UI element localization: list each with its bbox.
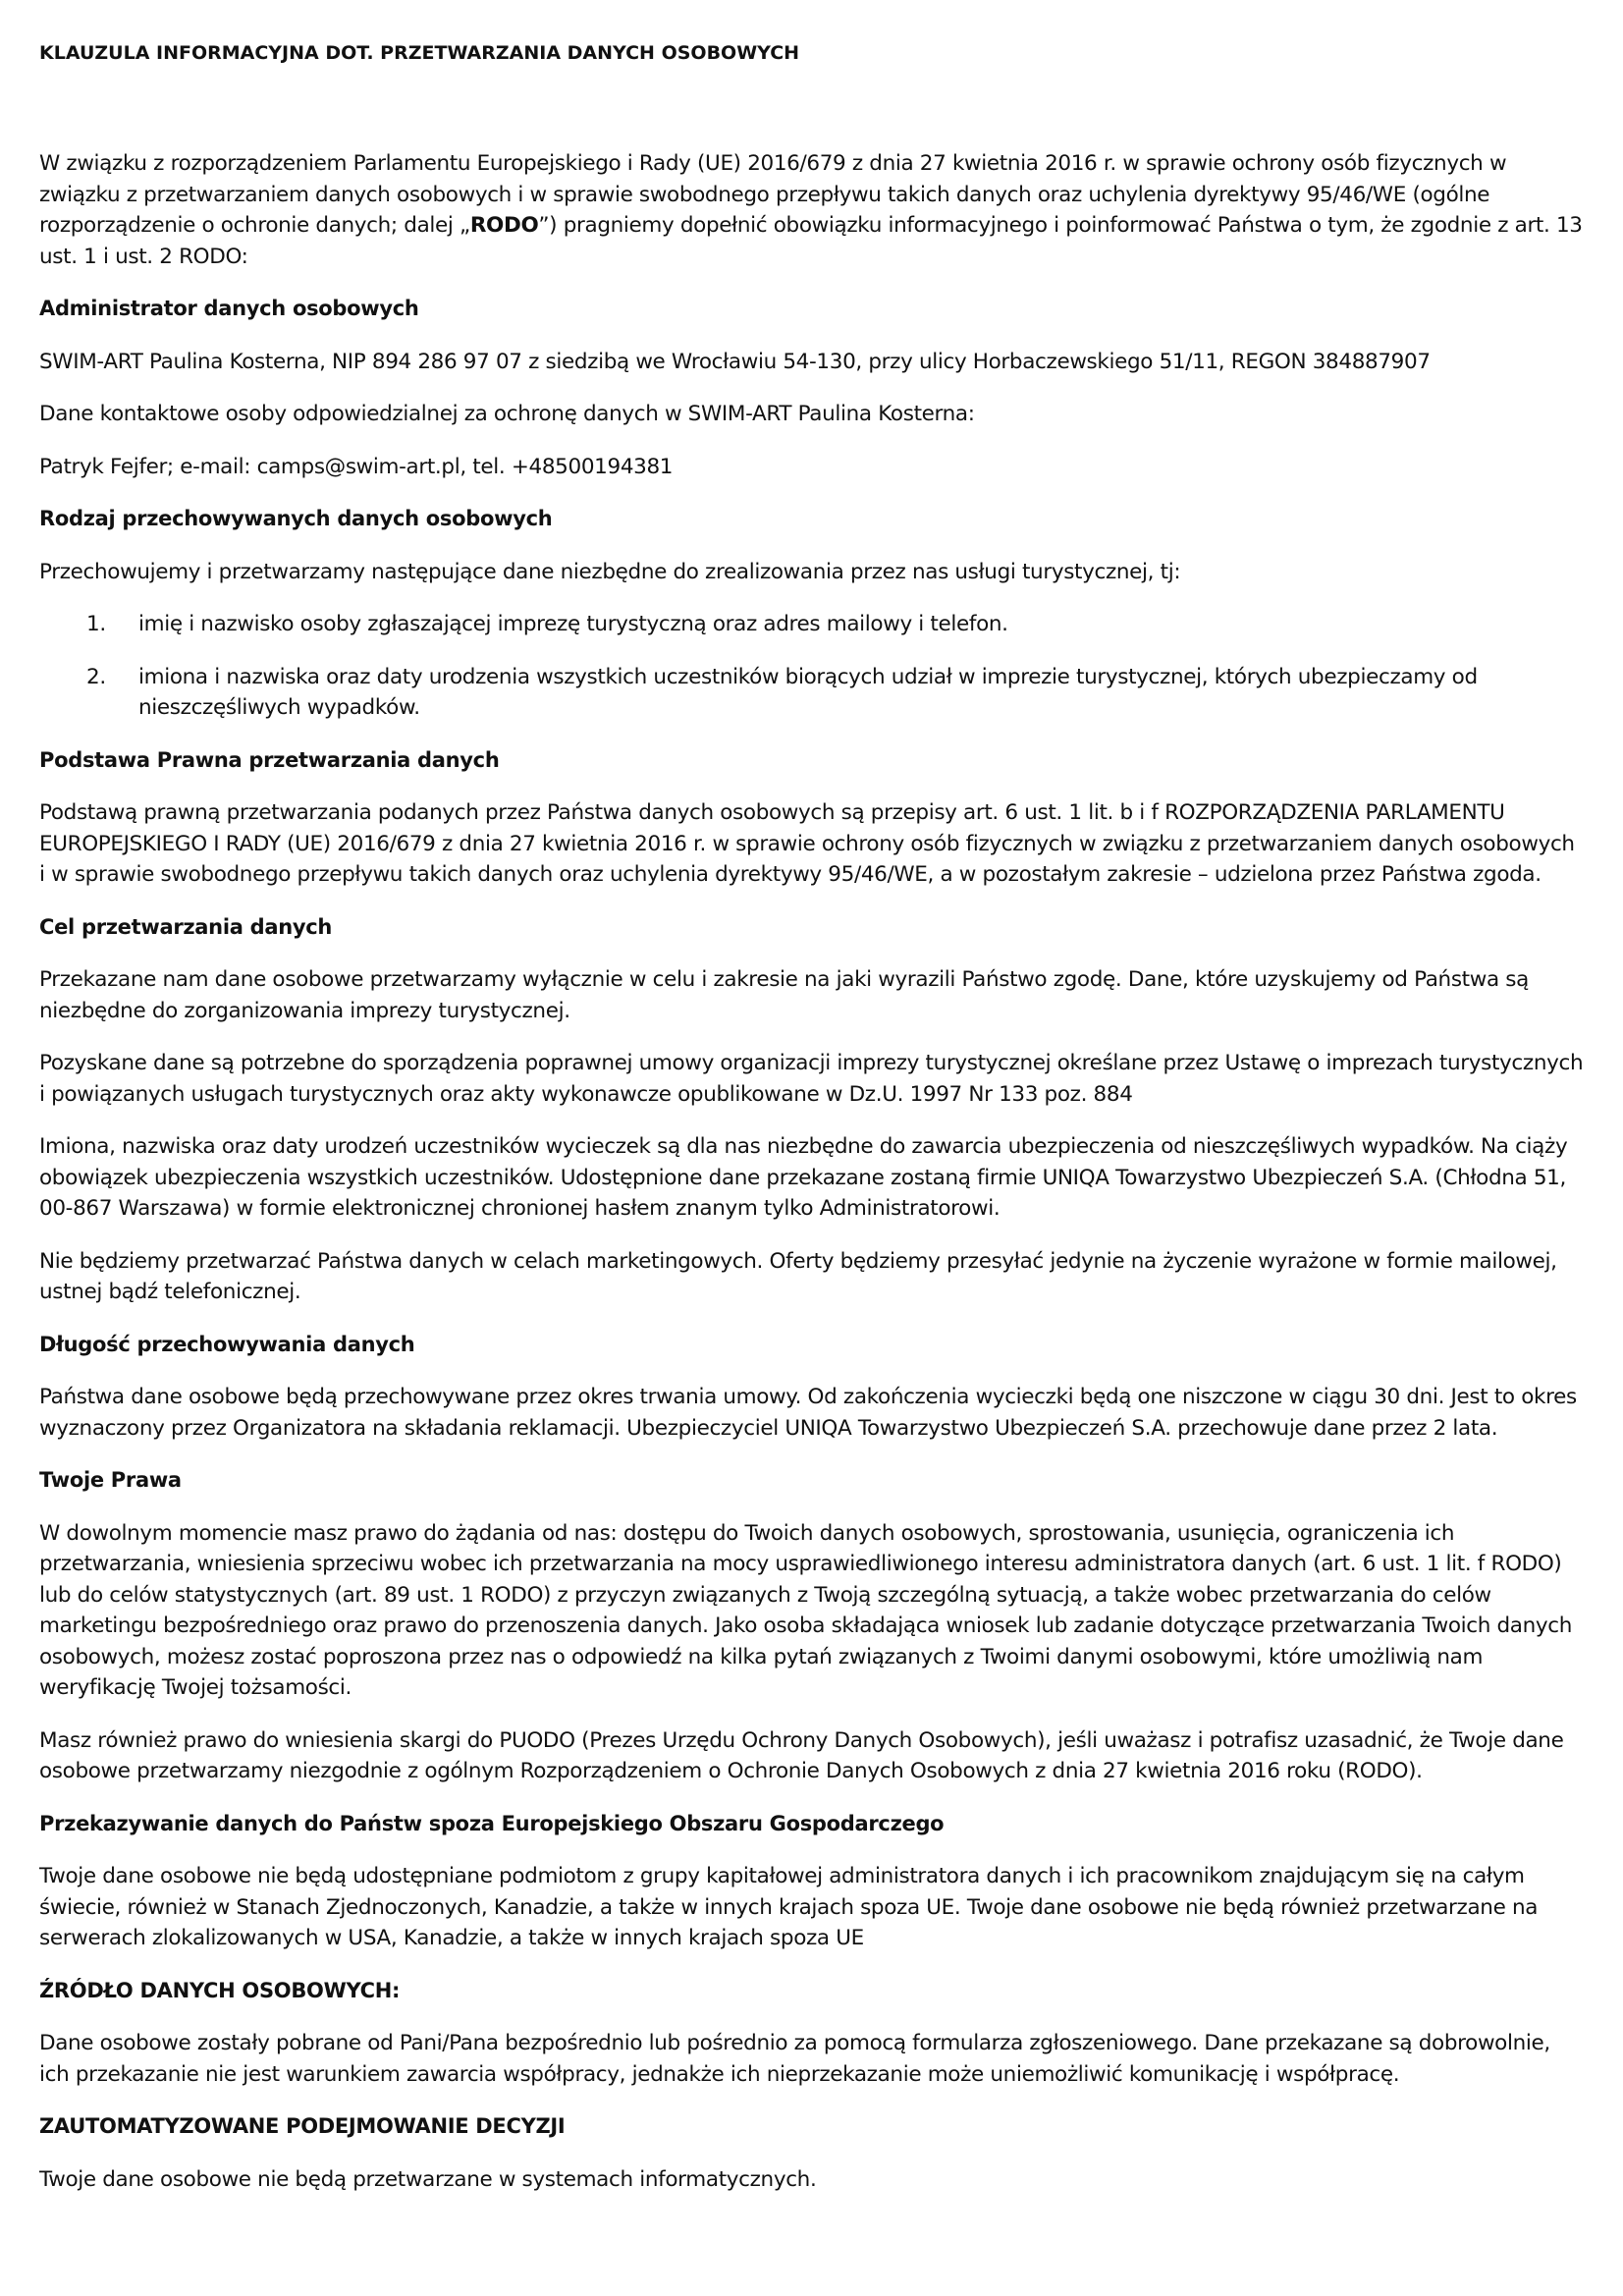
section-heading-purpose: Cel przetwarzania danych: [39, 914, 333, 939]
administrator-contact-details: Patryk Fejfer; e-mail: camps@swim-art.pl, tel. +48500194381: [39, 454, 674, 479]
list-item-text: imiona i nazwiska oraz daty urodzenia wszystkich uczestników biorących udział w imprezie turystycznej, których ubezpieczamy od nieszczęśliwych wypadków.: [138, 664, 1478, 720]
administrator-company-info: SWIM-ART Paulina Kosterna, NIP 894 286 97 07 z siedzibą we Wrocławiu 54-130, przy ulicy Horbaczewskiego 51/11, REGON 384887907: [39, 349, 1431, 374]
list-item-number: 1.: [86, 612, 106, 636]
retention-paragraph: Państwa dane osobowe będą przechowywane przez okres trwania umowy. Od zakończenia wycieczki będą one niszczone w ciągu 30 dni. Jest to okres wyznaczony przez Organizatora na składania reklamacji. Ubezpieczyciel UNIQA Towarzystwo Ubezpieczeń S.A. przechowuje dane przez 2 lata.: [39, 1385, 1577, 1441]
data-source-paragraph: Dane osobowe zostały pobrane od Pani/Pana bezpośrednio lub pośrednio za pomocą formularza zgłoszeniowego. Dane przekazane są dobrowolnie, ich przekazanie nie jest warunkiem zawarcia współpracy, jednakże ich nieprzekazanie może uniemożliwić komunikację i współpracę.: [39, 2031, 1550, 2087]
section-heading-administrator: Administrator danych osobowych: [39, 297, 419, 320]
intro-text-after: ”) pragniemy dopełnić obowiązku informacyjnego i poinformować Państwa o tym, że zgodnie z art. 13 ust. 1 i ust. 2 RODO:: [39, 213, 1583, 269]
section-heading-rights: Twoje Prawa: [39, 1468, 182, 1492]
section-heading-transfer: Przekazywanie danych do Państw spoza Europejskiego Obszaru Gospodarczego: [39, 1811, 945, 1835]
intro-paragraph: [39, 148, 1584, 272]
purpose-paragraph-3: Imiona, nazwiska oraz daty urodzeń uczestników wycieczek są dla nas niezbędne do zawarcia ubezpieczenia od nieszczęśliwych wypadków. Na ciąży obowiązek ubezpieczenia wszystkich uczestników. Udostępnione dane przekazane zostaną firmie UNIQA Towarzystwo Ubezpieczeń S.A. (Chłodna 51, 00-867 Warszawa) w formie elektronicznej chronionej hasłem znanym tylko Administratorowi.: [39, 1134, 1568, 1221]
section-heading-legal-basis: Podstawa Prawna przetwarzania danych: [39, 747, 500, 772]
administrator-contact-intro: Dane kontaktowe osoby odpowiedzialnej za ochronę danych w SWIM-ART Paulina Kosterna:: [39, 402, 975, 426]
legal-basis-paragraph: Podstawą prawną przetwarzania podanych przez Państwa danych osobowych są przepisy art. 6 ust. 1 lit. b i f ROZPORZĄDZENIA PARLAMENTU EUROPEJSKIEGO I RADY (UE) 2016/679 z dnia 27 kwietnia 2016 r. w sprawie ochrony osób fizycznych w związku z przetwarzaniem danych osobowych i w sprawie swobodnego przepływu takich danych oraz uchylenia dyrektywy 95/46/WE, a w pozostałym zakresie – udzielona przez Państwa zgoda.: [39, 800, 1575, 887]
rights-paragraph-1: W dowolnym momencie masz prawo do żądania od nas: dostępu do Twoich danych osobowych, sprostowania, usunięcia, ograniczenia ich przetwarzania, wniesienia sprzeciwu wobec ich przetwarzania na mocy usprawiedliwionego interesu administratora danych (art. 6 ust. 1 lit. f RODO) lub do celów statystycznych (art. 89 ust. 1 RODO) z przyczyn związanych z Twoją szczególną sytuacją, a także wobec przetwarzania do celów marketingu bezpośredniego oraz prawo do przenoszenia danych. Jako osoba składająca wniosek lub zadanie dotyczące przetwarzania Twoich danych osobowych, możesz zostać poproszona przez nas o odpowiedź na kilka pytań związanych z Twoimi danymi osobowymi, które umożliwią nam weryfikację Twojej tożsamości.: [39, 1520, 1573, 1700]
list-item: [39, 609, 1584, 640]
purpose-paragraph-2: Pozyskane dane są potrzebne do sporządzenia poprawnej umowy organizacji imprezy turystycznej określane przez Ustawę o imprezach turystycznych i powiązanych usługach turystycznych oraz akty wykonawcze opublikowane w Dz.U. 1997 Nr 133 poz. 884: [39, 1051, 1584, 1107]
rights-paragraph-2: Masz również prawo do wniesienia skargi do PUODO (Prezes Urzędu Ochrony Danych Osobowych), jeśli uważasz i potrafisz uzasadnić, że Twoje dane osobowe przetwarzamy niezgodnie z ogólnym Rozporządzeniem o Ochronie Danych Osobowych z dnia 27 kwietnia 2016 roku (RODO).: [39, 1727, 1564, 1783]
section-heading-automated-decisions: ZAUTOMATYZOWANE PODEJMOWANIE DECYZJI: [39, 2114, 566, 2138]
transfer-paragraph: Twoje dane osobowe nie będą udostępniane podmiotom z grupy kapitałowej administratora danych i ich pracownikom znajdującym się na całym świecie, również w Stanach Zjednoczonych, Kanadzie, a także w innych krajach spoza UE. Twoje dane osobowe nie będą również przetwarzane na serwerach zlokalizowanych w USA, Kanadzie, a także w innych krajach spoza UE: [39, 1864, 1539, 1950]
data-types-list: [39, 609, 1584, 724]
document-title: KLAUZULA INFORMACYJNA DOT. PRZETWARZANIA DANYCH OSOBOWYCH: [39, 42, 800, 64]
section-heading-retention: Długość przechowywania danych: [39, 1332, 415, 1356]
section-heading-data-source: ŹRÓDŁO DANYCH OSOBOWYCH:: [39, 1978, 401, 2002]
list-item: [39, 662, 1584, 724]
list-item-number: 2.: [86, 664, 106, 689]
intro-rodo-bold: RODO: [469, 213, 539, 238]
list-item-text: imię i nazwisko osoby zgłaszającej imprezę turystyczną oraz adres mailowy i telefon.: [138, 612, 1008, 636]
automated-decisions-paragraph: Twoje dane osobowe nie będą przetwarzane w systemach informatycznych.: [39, 2166, 817, 2192]
purpose-paragraph-1: Przekazane nam dane osobowe przetwarzamy wyłącznie w celu i zakresie na jaki wyrazili Państwo zgodę. Dane, które uzyskujemy od Państwa są niezbędne do zorganizowania imprezy turystycznej.: [39, 967, 1529, 1023]
intro-text-before: W związku z rozporządzeniem Parlamentu Europejskiego i Rady (UE) 2016/679 z dnia 27 kwietnia 2016 r. w sprawie ochrony osób fizycznych w związku z przetwarzaniem danych osobowych i w sprawie swobodnego przepływu takich danych oraz uchylenia dyrektywy 95/46/WE (ogólne rozporządzenie o ochronie danych; dalej „: [39, 151, 1507, 238]
section-heading-data-types: Rodzaj przechowywanych danych osobowych: [39, 507, 553, 530]
data-types-intro: Przechowujemy i przetwarzamy następujące dane niezbędne do zrealizowania przez nas usługi turystycznej, tj:: [39, 559, 1181, 584]
purpose-paragraph-4: Nie będziemy przetwarzać Państwa danych w celach marketingowych. Oferty będziemy przesyłać jedynie na życzenie wyrażone w formie mailowej, ustnej bądź telefonicznej.: [39, 1248, 1557, 1304]
